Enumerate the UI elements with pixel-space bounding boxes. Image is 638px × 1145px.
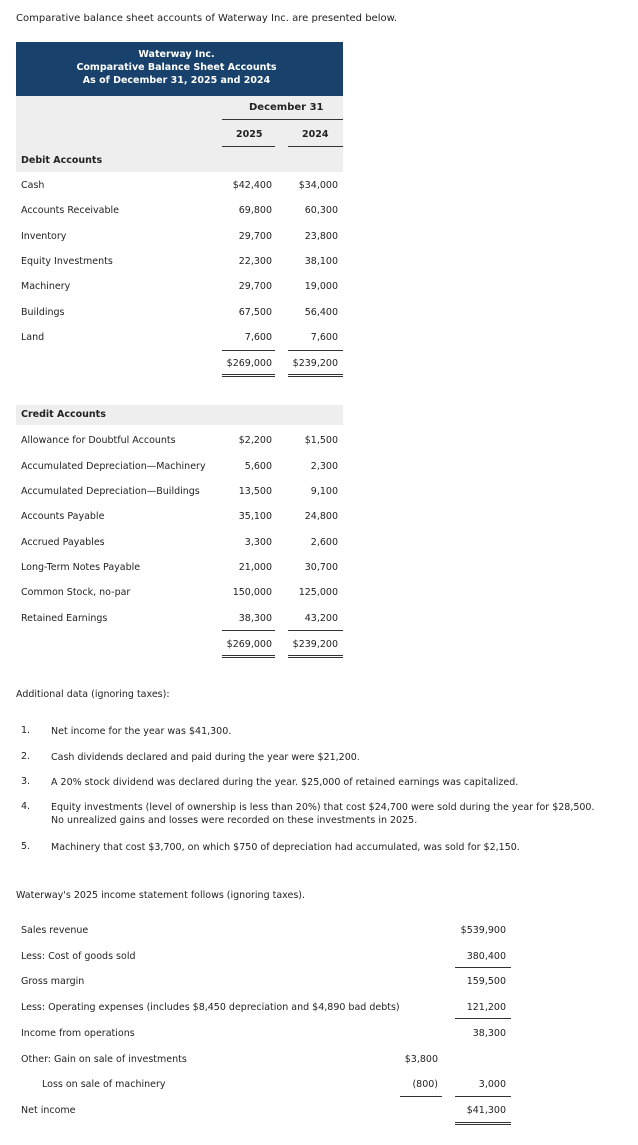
operating-expenses-label: Less: Operating expenses (includes $8,450 depreciation and $4,890 bad debts) <box>21 1002 400 1013</box>
debit-row-2025: 7,600 <box>244 332 272 343</box>
note-text: Cash dividends declared and paid during the year were $21,200. <box>51 752 360 763</box>
note-text: Machinery that cost $3,700, on which $750 of depreciation had accumulated, was sold for $2,150. <box>51 842 520 853</box>
income-from-operations-label: Income from operations <box>21 1028 135 1039</box>
subtotal-rule <box>455 1096 511 1097</box>
total-rule <box>222 374 275 375</box>
total-rule <box>288 657 343 658</box>
credit-row-2025: 5,600 <box>244 461 272 472</box>
credit-row-label: Accumulated Depreciation—Buildings <box>21 486 200 497</box>
note-number: 1. <box>21 725 31 736</box>
note-text: A 20% stock dividend was declared during the year. $25,000 of retained earnings was capitalized. <box>51 777 519 788</box>
additional-data-heading: Additional data (ignoring taxes): <box>16 689 170 700</box>
credit-row-2025: 21,000 <box>238 562 272 573</box>
credit-row-2024: $1,500 <box>304 435 338 446</box>
statement-title: Comparative Balance Sheet Accounts <box>76 62 277 73</box>
credit-row-label: Accumulated Depreciation—Machinery <box>21 461 206 472</box>
debit-row-2025: 29,700 <box>238 281 272 292</box>
loss-on-machinery-label: Loss on sale of machinery <box>42 1079 166 1090</box>
cogs-value: 380,400 <box>466 951 506 962</box>
debit-heading: Debit Accounts <box>21 155 103 166</box>
subtotal-rule <box>222 630 275 631</box>
credit-row-label: Common Stock, no-par <box>21 587 131 598</box>
note-text: Equity investments (level of ownership is less than 20%) that cost $24,700 were sold during the year for $28,500. No unrealized gains and losses were recorded on these investments in 2025. <box>51 802 595 826</box>
note-number: 3. <box>21 776 31 787</box>
credit-row-label: Long-Term Notes Payable <box>21 562 141 573</box>
other-total-value: 3,000 <box>478 1079 506 1090</box>
credit-row-label: Accounts Payable <box>21 511 105 522</box>
debit-row-label: Accounts Receivable <box>21 205 120 216</box>
debit-row-label: Machinery <box>21 281 71 292</box>
debit-row-2025: $42,400 <box>232 180 272 191</box>
sales-revenue-value: $539,900 <box>460 925 506 936</box>
debit-row-2024: $34,000 <box>298 180 338 191</box>
divider <box>222 119 343 120</box>
total-rule <box>288 374 343 375</box>
column-group-header: December 31 <box>249 102 324 113</box>
divider <box>288 146 343 147</box>
debit-row-2025: 69,800 <box>238 205 272 216</box>
income-statement-heading: Waterway's 2025 income statement follows (ignoring taxes). <box>16 890 306 901</box>
credit-row-2024: 43,200 <box>304 613 338 624</box>
company-name: Waterway Inc. <box>138 49 215 60</box>
debit-row-2025: 29,700 <box>238 231 272 242</box>
debit-row-label: Buildings <box>21 307 65 318</box>
note-number: 4. <box>21 801 31 812</box>
total-rule <box>222 655 275 656</box>
statement-header <box>16 42 343 96</box>
total-rule <box>222 657 275 658</box>
credit-row-label: Allowance for Doubtful Accounts <box>21 435 176 446</box>
credit-row-label: Accrued Payables <box>21 537 105 548</box>
credit-total-2025: $269,000 <box>226 639 272 650</box>
credit-row-2024: 24,800 <box>304 511 338 522</box>
total-rule <box>288 376 343 377</box>
column-2025: 2025 <box>236 129 263 140</box>
subtotal-rule <box>455 1018 511 1019</box>
debit-row-2024: 19,000 <box>304 281 338 292</box>
debit-total-2024: $239,200 <box>292 358 338 369</box>
debit-row-label: Inventory <box>21 231 67 242</box>
note-number: 2. <box>21 751 31 762</box>
note-text: Net income for the year was $41,300. <box>51 726 232 737</box>
credit-row-2024: 2,300 <box>310 461 338 472</box>
divider <box>222 146 275 147</box>
credit-row-2025: 38,300 <box>238 613 272 624</box>
total-rule <box>288 655 343 656</box>
credit-row-2025: 150,000 <box>232 587 272 598</box>
debit-row-2024: 23,800 <box>304 231 338 242</box>
debit-row-2024: 7,600 <box>310 332 338 343</box>
credit-row-2024: 9,100 <box>310 486 338 497</box>
gross-margin-value: 159,500 <box>466 976 506 987</box>
sales-revenue-label: Sales revenue <box>21 925 89 936</box>
debit-row-label: Equity Investments <box>21 256 113 267</box>
debit-row-2025: 22,300 <box>238 256 272 267</box>
income-from-operations-value: 38,300 <box>472 1028 506 1039</box>
intro-text: Comparative balance sheet accounts of Waterway Inc. are presented below. <box>16 13 398 24</box>
statement-date: As of December 31, 2025 and 2024 <box>82 75 271 86</box>
subtotal-rule <box>288 630 343 631</box>
credit-row-label: Retained Earnings <box>21 613 108 624</box>
credit-row-2024: 30,700 <box>304 562 338 573</box>
gain-on-investments-value: $3,800 <box>404 1054 438 1065</box>
credit-total-2024: $239,200 <box>292 639 338 650</box>
subtotal-rule <box>400 1096 442 1097</box>
total-rule <box>455 1124 511 1125</box>
debit-row-2025: 67,500 <box>238 307 272 318</box>
debit-row-2024: 38,100 <box>304 256 338 267</box>
debit-row-label: Land <box>21 332 45 343</box>
credit-row-2024: 125,000 <box>298 587 338 598</box>
debit-row-2024: 60,300 <box>304 205 338 216</box>
credit-row-2025: 13,500 <box>238 486 272 497</box>
loss-on-machinery-value: (800) <box>412 1079 438 1090</box>
gross-margin-label: Gross margin <box>21 976 85 987</box>
note-number: 5. <box>21 841 31 852</box>
operating-expenses-value: 121,200 <box>466 1002 506 1013</box>
net-income-label: Net income <box>21 1105 76 1116</box>
debit-total-2025: $269,000 <box>226 358 272 369</box>
debit-row-label: Cash <box>21 180 45 191</box>
subtotal-rule <box>222 350 275 351</box>
debit-row-2024: 56,400 <box>304 307 338 318</box>
column-2024: 2024 <box>302 129 329 140</box>
credit-row-2025: 3,300 <box>244 537 272 548</box>
net-income-value: $41,300 <box>466 1105 506 1116</box>
credit-row-2025: $2,200 <box>238 435 272 446</box>
gain-on-investments-label: Other: Gain on sale of investments <box>21 1054 187 1065</box>
credit-row-2025: 35,100 <box>238 511 272 522</box>
cogs-label: Less: Cost of goods sold <box>21 951 136 962</box>
credit-heading: Credit Accounts <box>21 409 106 420</box>
total-rule <box>222 376 275 377</box>
credit-row-2024: 2,600 <box>310 537 338 548</box>
subtotal-rule <box>288 350 343 351</box>
total-rule <box>455 1122 511 1123</box>
subtotal-rule <box>455 967 511 968</box>
